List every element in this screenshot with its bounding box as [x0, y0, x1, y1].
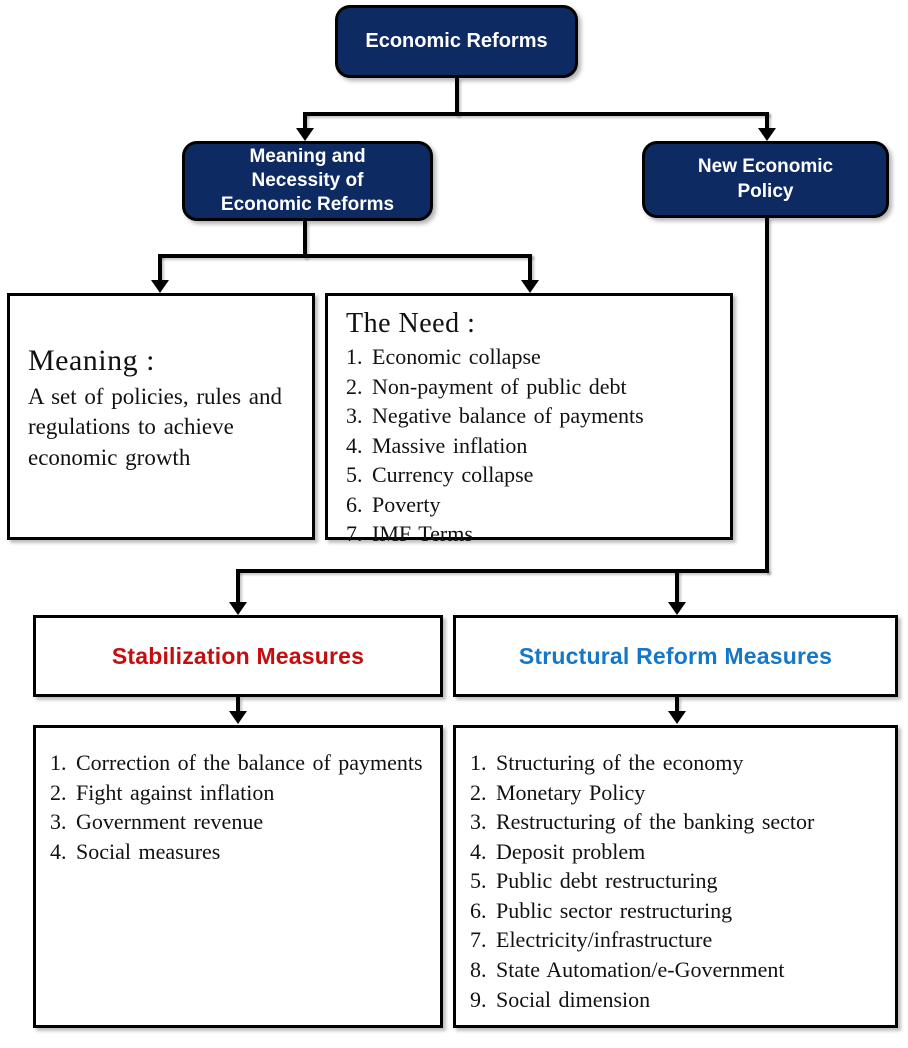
arrowhead-down-icon	[229, 602, 247, 615]
stabilization-measures-box	[33, 615, 443, 697]
list-item: 1. Correction of the balance of payments	[74, 748, 432, 778]
stabilization-list	[74, 748, 432, 866]
need-box	[325, 293, 733, 547]
connector-nep-long-vertical	[765, 218, 769, 573]
connector-to-stabilization	[236, 569, 240, 604]
list-item: 7. IMF Terms	[370, 519, 720, 549]
node-meaning-necessity	[182, 141, 433, 221]
connector-level2-horizontal	[303, 112, 769, 116]
list-item: 4. Massive inflation	[370, 431, 720, 461]
list-item: 2. Fight against inflation	[74, 778, 432, 808]
connector-measures-horizontal	[236, 569, 769, 573]
connector-to-meaning-box	[158, 254, 162, 282]
structural-reform-measures-box	[453, 615, 898, 697]
connector-to-structural	[675, 569, 679, 604]
need-heading: The Need :	[346, 308, 476, 339]
list-item: 5. Public debt restructuring	[494, 866, 887, 896]
list-item: 1. Economic collapse	[370, 342, 720, 372]
node-economic-reforms	[335, 5, 578, 78]
node-new-economic-policy	[642, 141, 889, 218]
connector-meaning-necessity-vertical	[303, 221, 307, 258]
arrowhead-down-icon	[521, 280, 539, 293]
structural-reform-measures-heading: Structural Reform Measures	[518, 642, 833, 669]
list-item: 7. Electricity/infrastructure	[494, 925, 887, 955]
structural-list	[494, 748, 887, 1014]
list-item: 4. Social measures	[74, 837, 432, 867]
list-item: 2. Monetary Policy	[494, 778, 887, 808]
stabilization-list-box	[33, 725, 443, 1028]
connector-root-vertical	[455, 78, 459, 116]
list-item: 3. Restructuring of the banking sector	[494, 807, 887, 837]
arrowhead-down-icon	[296, 128, 314, 141]
arrowhead-down-icon	[229, 711, 247, 724]
meaning-box	[7, 293, 315, 540]
structural-list-box	[453, 725, 898, 1028]
list-item: 2. Non-payment of public debt	[370, 372, 720, 402]
list-item: 1. Structuring of the economy	[494, 748, 887, 778]
meaning-body: A set of policies, rules and regulations to achieve economic growth	[28, 384, 283, 470]
node-economic-reforms-label: Economic Reforms	[365, 29, 548, 52]
list-item: 5. Currency collapse	[370, 460, 720, 490]
list-item: 4. Deposit problem	[494, 837, 887, 867]
stabilization-measures-heading: Stabilization Measures	[111, 642, 365, 669]
list-item: 8. State Automation/e-Government	[494, 955, 887, 985]
arrowhead-down-icon	[758, 128, 776, 141]
list-item: 6. Poverty	[370, 490, 720, 520]
list-item: 6. Public sector restructuring	[494, 896, 887, 926]
arrowhead-down-icon	[151, 280, 169, 293]
meaning-heading: Meaning :	[28, 344, 155, 377]
node-meaning-necessity-label: Meaning and Necessity of Economic Reforms	[220, 145, 395, 216]
arrowhead-down-icon	[668, 602, 686, 615]
connector-to-need-box	[528, 254, 532, 282]
arrowhead-down-icon	[668, 711, 686, 724]
list-item: 3. Government revenue	[74, 807, 432, 837]
node-new-economic-policy-label: New Economic Policy	[697, 156, 834, 202]
list-item: 9. Social dimension	[494, 985, 887, 1015]
need-list	[370, 342, 720, 549]
connector-meaning-need-horizontal	[158, 254, 532, 258]
list-item: 3. Negative balance of payments	[370, 401, 720, 431]
